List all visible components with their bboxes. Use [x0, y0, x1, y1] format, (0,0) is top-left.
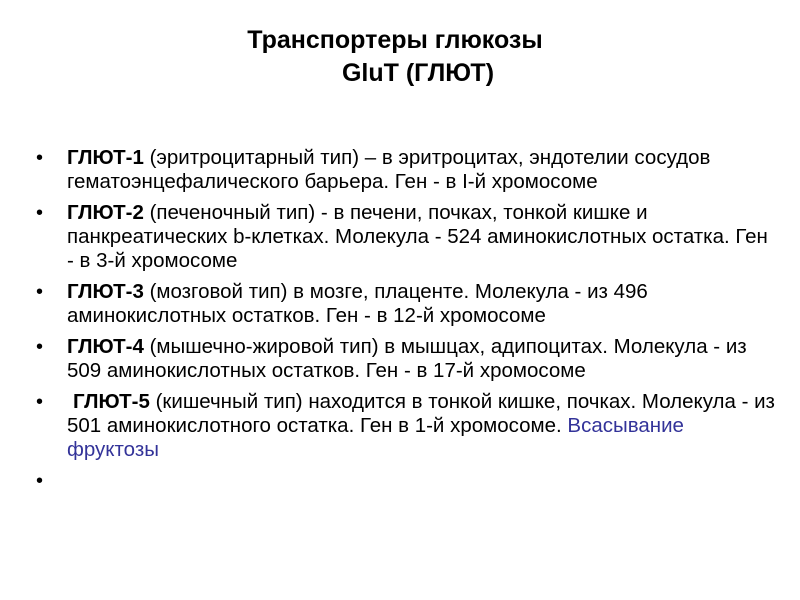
list-item-glut2 [36, 201, 776, 273]
title-line-1: Транспортеры глюкозы [247, 26, 543, 54]
item-text: (печеночный тип) - в печени, почках, тонкой кишке и панкреатических b-клетках. Молекула - 524 аминокислотных остатка. Ген - в 3-й хромосоме [67, 201, 768, 272]
item-text: (мышечно-жировой тип) в мышцах, адипоцитах. Молекула - из 509 аминокислотных остатков. Ген - в 17-й хромосоме [67, 335, 747, 382]
bullet-icon: • [36, 336, 44, 358]
item-text: (кишечный тип) находится в тонкой кишке, почках. Молекула - из 501 аминокислотного остатка. Ген в 1-й хромосоме. [67, 390, 775, 437]
item-text: (мозговой тип) в мозге, плаценте. Молекула - из 496 аминокислотных остатков. Ген - в 12-й хромосоме [67, 280, 648, 327]
bullet-icon: • [36, 147, 44, 169]
item-name: ГЛЮТ-4 [67, 335, 144, 358]
bullet-icon: • [36, 202, 44, 224]
item-text: (эритроцитарный тип) – в эритроцитах, эндотелии сосудов гематоэнцефалического барьера. Ген - в I-й хромосоме [67, 146, 711, 193]
item-name: ГЛЮТ-1 [67, 146, 144, 169]
glut-list [36, 146, 776, 500]
item-name: ГЛЮТ-5 [73, 390, 150, 413]
fructose-link[interactable]: Всасывание фруктозы [67, 414, 684, 461]
list-item-glut4 [36, 335, 776, 383]
item-name: ГЛЮТ-2 [67, 201, 144, 224]
bullet-icon: • [36, 391, 44, 413]
bullet-icon: • [36, 281, 44, 303]
list-item-glut3 [36, 280, 776, 328]
item-name: ГЛЮТ-3 [67, 280, 144, 303]
list-item-empty [36, 469, 776, 493]
list-item-glut1 [36, 146, 776, 194]
bullet-icon: • [36, 470, 44, 492]
title-line-2: GluT (ГЛЮТ) [341, 59, 495, 87]
slide-title [0, 24, 800, 90]
list-item-glut5 [36, 390, 776, 462]
